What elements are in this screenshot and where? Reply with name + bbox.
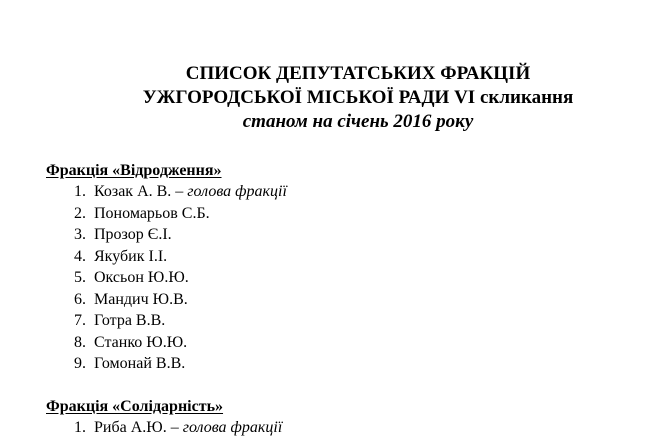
member-list	[46, 181, 646, 375]
document-date-subtitle: станом на січень 2016 року	[242, 111, 474, 132]
faction-title: Фракція «Солідарність»	[46, 398, 224, 415]
member-number: 6.	[74, 290, 86, 308]
member-name: Мандич Ю.В.	[94, 290, 188, 308]
member-name: Готра В.В.	[94, 312, 166, 329]
member-item	[46, 181, 646, 203]
member-number: 3.	[74, 226, 86, 243]
member-item	[46, 310, 646, 332]
member-item	[46, 289, 646, 311]
member-item	[46, 203, 646, 225]
member-item	[46, 353, 646, 375]
member-name: Риба А.Ю. –	[94, 419, 183, 436]
member-name: Козак А. В. –	[94, 183, 188, 200]
member-number: 1.	[74, 419, 86, 436]
member-number: 1.	[74, 183, 86, 200]
member-name: Прозор Є.І.	[94, 226, 172, 243]
member-number: 5.	[74, 269, 86, 286]
member-item	[46, 332, 646, 354]
member-item	[46, 267, 646, 289]
document-title: СПИСОК ДЕПУТАТСЬКИХ ФРАКЦІЙ	[185, 63, 531, 84]
faction-title: Фракція «Відродження»	[46, 162, 222, 179]
member-number: 8.	[74, 333, 86, 351]
member-item	[46, 417, 646, 439]
faction-solidarnist	[46, 397, 646, 439]
member-role: голова фракції	[187, 183, 287, 200]
faction-vidrodzhennia	[46, 161, 646, 375]
member-name: Якубик І.І.	[94, 247, 168, 265]
member-number: 4.	[74, 247, 86, 265]
member-item	[46, 224, 646, 246]
document-title-line2: УЖГОРОДСЬКОЇ МІСЬКОЇ РАДИ VІ скликання	[142, 87, 574, 108]
member-number: 2.	[74, 204, 86, 222]
member-number: 9.	[74, 355, 86, 372]
member-name: Станко Ю.Ю.	[94, 333, 188, 351]
member-role: голова фракції	[182, 419, 283, 436]
member-name: Оксьон Ю.Ю.	[94, 269, 189, 286]
member-name: Пономарьов С.Б.	[94, 204, 210, 222]
member-number: 7.	[74, 312, 86, 329]
member-item	[46, 246, 646, 268]
document-header	[0, 62, 656, 134]
member-name: Гомонай В.В.	[94, 355, 186, 372]
member-list	[46, 417, 646, 439]
